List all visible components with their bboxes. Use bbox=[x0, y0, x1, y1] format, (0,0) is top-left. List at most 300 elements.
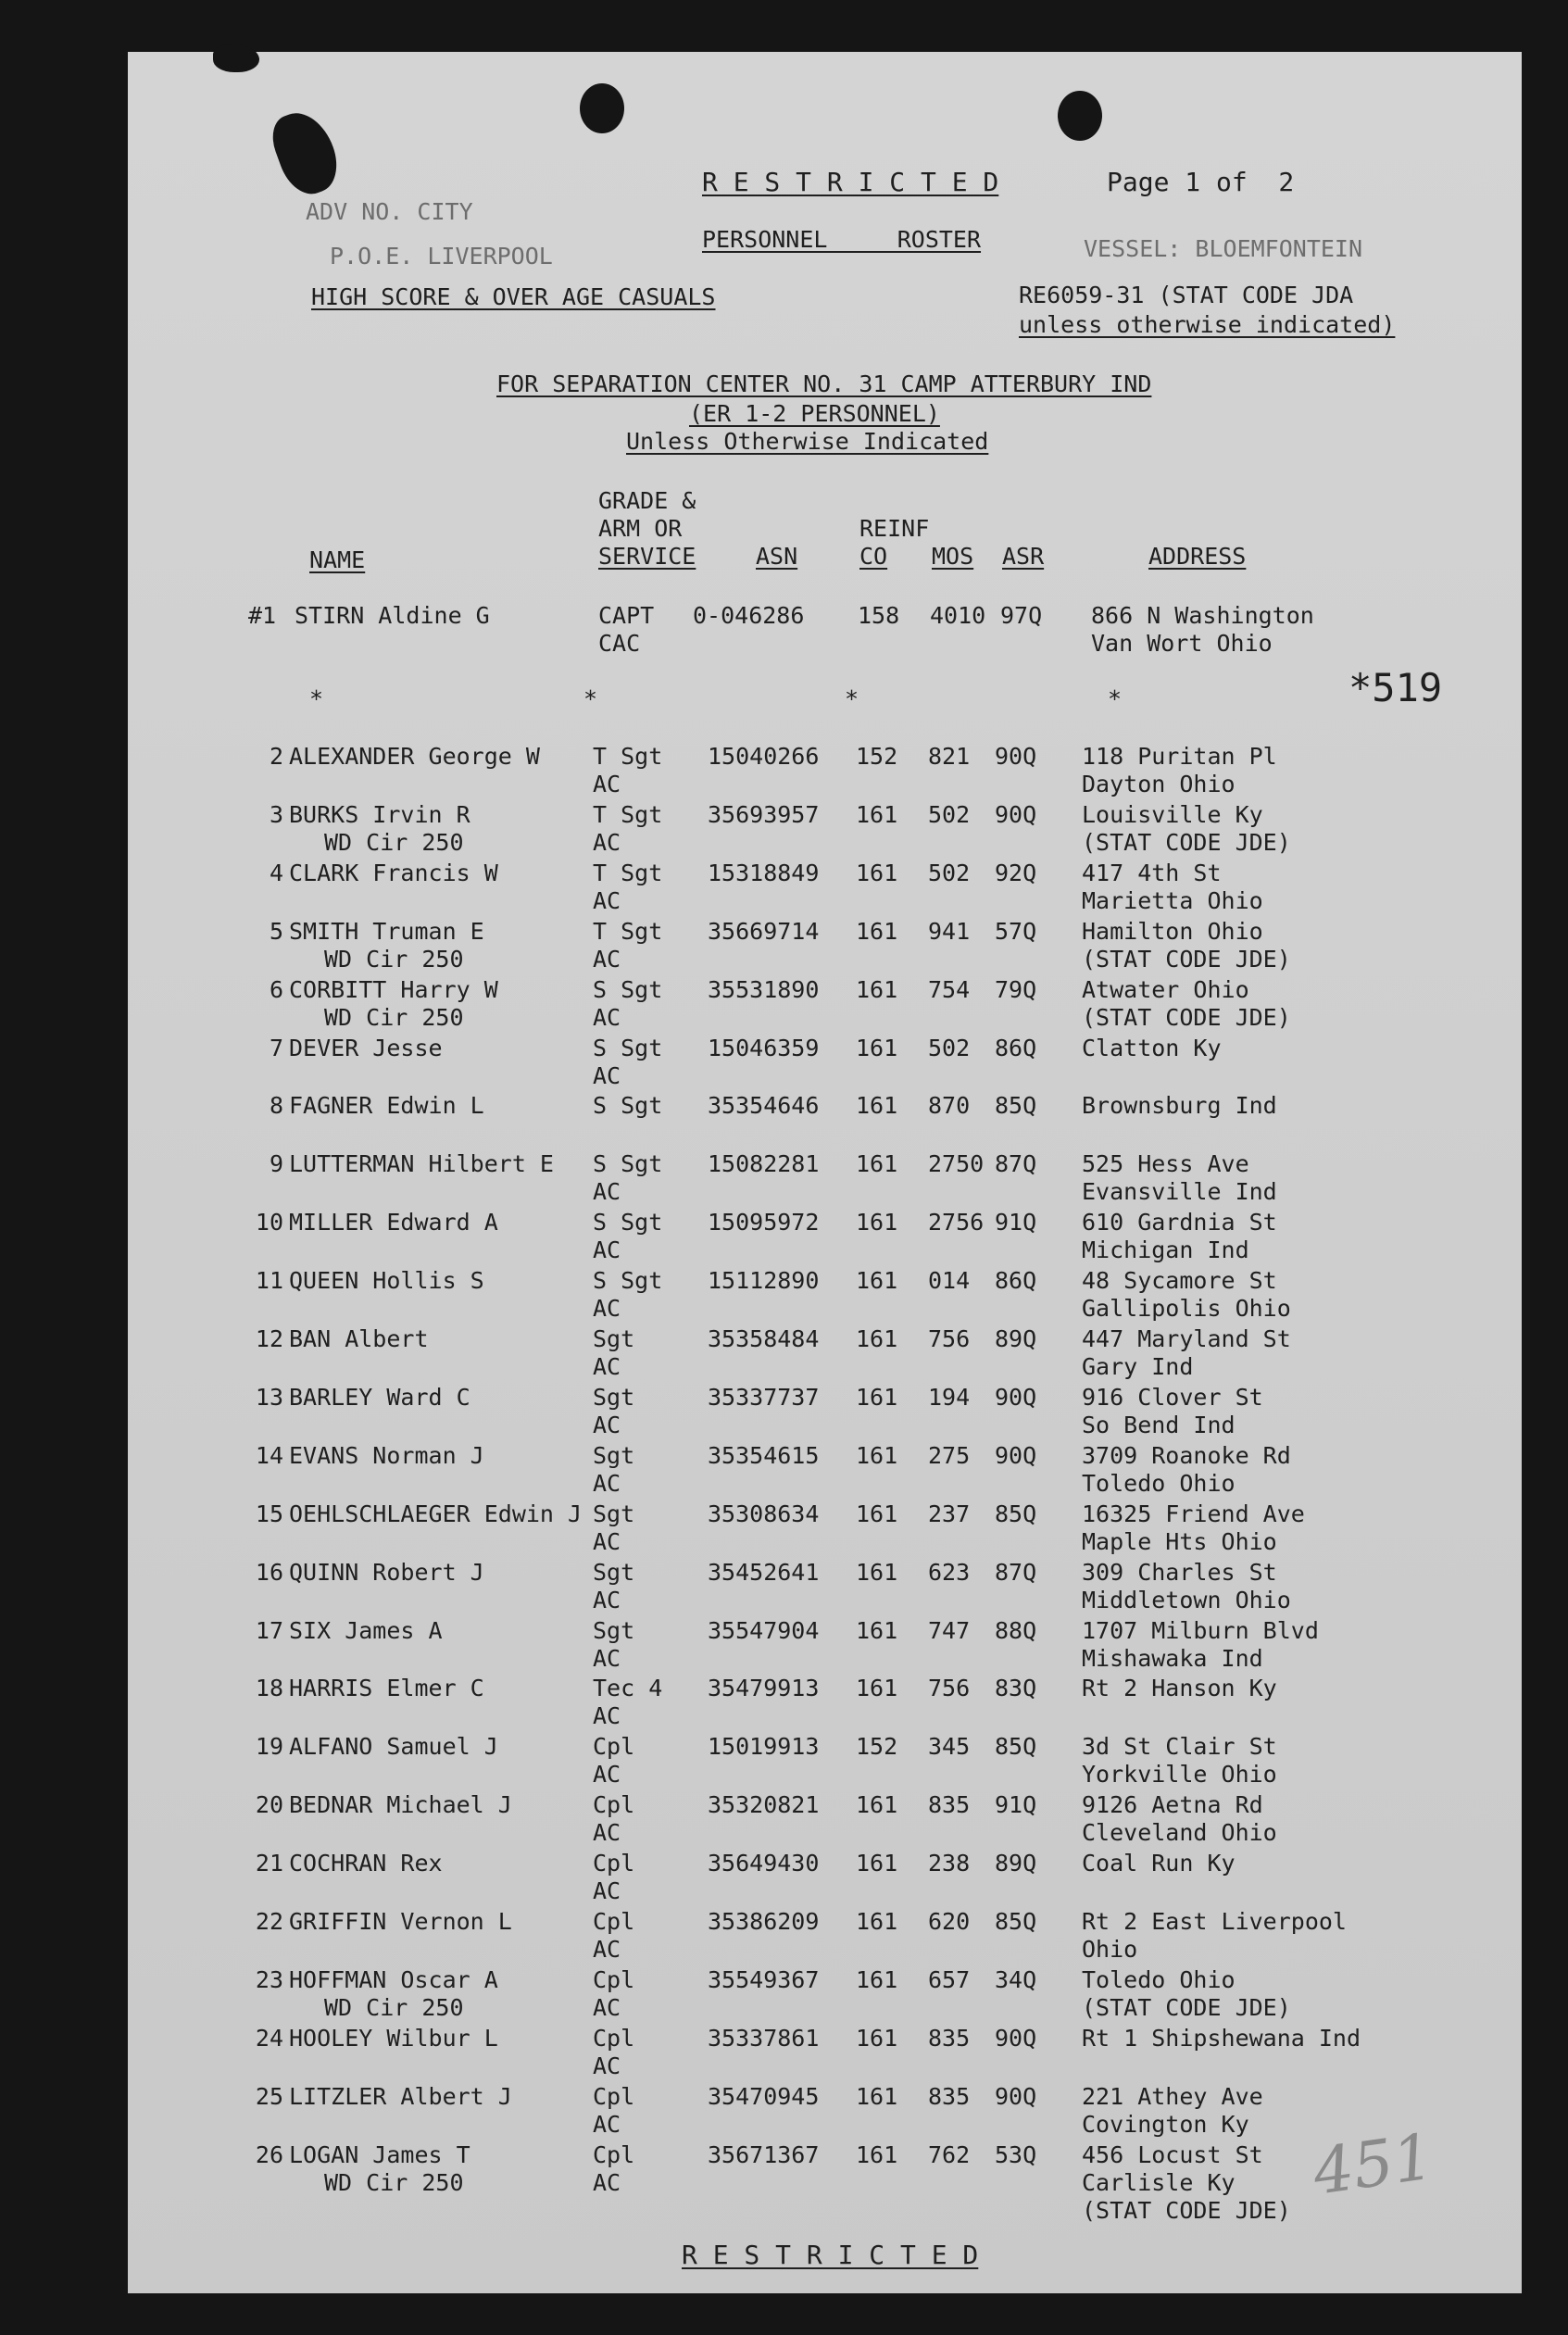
entry-arm: AC bbox=[593, 2052, 621, 2079]
entry-asr: 86Q bbox=[995, 1034, 1037, 1061]
roster-entry bbox=[0, 1850, 1568, 1909]
entry-co: 161 bbox=[856, 1209, 898, 1237]
col-grade-2: ARM OR bbox=[598, 515, 683, 542]
entry-co: 161 bbox=[856, 1150, 898, 1178]
entry-asr: 87Q bbox=[995, 1558, 1037, 1586]
roster-entry bbox=[0, 801, 1568, 860]
entry-address-2: (STAT CODE JDE) bbox=[1082, 1993, 1291, 2021]
entry-address-2: So Bend Ind bbox=[1082, 1411, 1236, 1438]
col-grade-3: SERVICE bbox=[598, 543, 696, 570]
stat-code-line-2: unless otherwise indicated) bbox=[1019, 311, 1396, 338]
entry-co: 161 bbox=[856, 1441, 898, 1469]
entry-asr: 34Q bbox=[995, 1965, 1037, 1993]
entry-name: LOGAN James T bbox=[289, 2140, 470, 2168]
entry-co: 161 bbox=[856, 1791, 898, 1819]
entry-address-1: 3709 Roanoke Rd bbox=[1082, 1441, 1291, 1469]
entry-address-2: Toledo Ohio bbox=[1082, 1469, 1236, 1497]
entry-asn: 35337861 bbox=[708, 2024, 820, 2052]
entry-co: 152 bbox=[856, 743, 898, 770]
entry-grade: S Sgt bbox=[593, 1209, 663, 1237]
entry-asr: 85Q bbox=[995, 1908, 1037, 1935]
entry-asn: 15112890 bbox=[708, 1267, 820, 1295]
margin-count: *519 bbox=[1348, 665, 1443, 710]
entry-number: 8 bbox=[269, 1092, 283, 1120]
entry-asr: 90Q bbox=[995, 1441, 1037, 1469]
entry-name: BARLEY Ward C bbox=[289, 1383, 470, 1411]
entry-asr: 91Q bbox=[995, 1791, 1037, 1819]
entry-asr: 88Q bbox=[995, 1616, 1037, 1644]
entry-number: 6 bbox=[269, 975, 283, 1003]
entry-mos: 2750 bbox=[928, 1150, 985, 1178]
entry-asn: 35671367 bbox=[708, 2140, 820, 2168]
entry-address-1: 525 Hess Ave bbox=[1082, 1150, 1249, 1178]
roster-entry bbox=[0, 1500, 1568, 1560]
entry-number: 4 bbox=[269, 859, 283, 886]
personnel-note: (ER 1-2 PERSONNEL) bbox=[689, 400, 940, 427]
entry-number: 10 bbox=[255, 1209, 283, 1237]
entry-grade: Cpl bbox=[593, 1908, 635, 1935]
entry-number: #1 bbox=[248, 602, 277, 629]
roster-entry bbox=[0, 1092, 1568, 1151]
entry-mos: 4010 bbox=[930, 602, 986, 629]
entry-note: WD Cir 250 bbox=[324, 945, 464, 973]
entry-address-2: Yorkville Ohio bbox=[1082, 1761, 1277, 1789]
entry-mos: 754 bbox=[928, 975, 971, 1003]
entry-asn: 35386209 bbox=[708, 1908, 820, 1935]
entry-name: SIX James A bbox=[289, 1616, 443, 1644]
entry-arm: AC bbox=[593, 1586, 621, 1613]
entry-arm: CAC bbox=[598, 630, 641, 657]
entry-asn: 35470945 bbox=[708, 2082, 820, 2110]
entry-name: QUEEN Hollis S bbox=[289, 1267, 484, 1295]
roster-entry bbox=[0, 1035, 1568, 1094]
entry-asn: 35479913 bbox=[708, 1675, 820, 1702]
entry-grade: Sgt bbox=[593, 1616, 635, 1644]
entry-mos: 502 bbox=[928, 859, 971, 886]
entry-asn: 35669714 bbox=[708, 917, 820, 945]
entry-asn: 35308634 bbox=[708, 1500, 820, 1527]
entry-address-1: 447 Maryland St bbox=[1082, 1325, 1291, 1352]
entry-mos: 237 bbox=[928, 1500, 971, 1527]
entry-number: 3 bbox=[269, 800, 283, 828]
entry-address-1: Hamilton Ohio bbox=[1082, 917, 1263, 945]
entry-address-2: Gallipolis Ohio bbox=[1082, 1295, 1291, 1323]
entry-address-1: 9126 Aetna Rd bbox=[1082, 1791, 1263, 1819]
roster-entry bbox=[0, 1733, 1568, 1792]
entry-number: 13 bbox=[255, 1383, 283, 1411]
entry-address-1: 309 Charles St bbox=[1082, 1558, 1277, 1586]
roster-entry bbox=[0, 918, 1568, 977]
entry-grade: S Sgt bbox=[593, 1150, 663, 1178]
entry-name: SMITH Truman E bbox=[289, 917, 484, 945]
entry-mos: 2756 bbox=[928, 1209, 985, 1237]
entry-number: 17 bbox=[255, 1616, 283, 1644]
entry-mos: 756 bbox=[928, 1675, 971, 1702]
roster-entry bbox=[0, 1908, 1568, 1967]
entry-grade: Cpl bbox=[593, 2082, 635, 2110]
entry-arm: AC bbox=[593, 1702, 621, 1730]
entry-mos: 620 bbox=[928, 1908, 971, 1935]
entry-arm: AC bbox=[593, 1527, 621, 1555]
entry-asr: 90Q bbox=[995, 800, 1037, 828]
entry-co: 161 bbox=[856, 1034, 898, 1061]
entry-grade: Cpl bbox=[593, 1850, 635, 1877]
entry-name: OEHLSCHLAEGER Edwin J bbox=[289, 1500, 583, 1527]
entry-arm: AC bbox=[593, 1411, 621, 1438]
entry-name: HARRIS Elmer C bbox=[289, 1675, 484, 1702]
entry-co: 161 bbox=[856, 1675, 898, 1702]
entry-name: BEDNAR Michael J bbox=[289, 1791, 512, 1819]
col-mos: MOS bbox=[932, 543, 974, 570]
entry-name: QUINN Robert J bbox=[289, 1558, 484, 1586]
entry-co: 161 bbox=[856, 1558, 898, 1586]
entry-co: 161 bbox=[856, 1616, 898, 1644]
entry-address-1: Rt 2 East Liverpool bbox=[1082, 1908, 1347, 1935]
entry-asn: 35531890 bbox=[708, 975, 820, 1003]
entry-asn: 15046359 bbox=[708, 1034, 820, 1061]
entry-address-1: 610 Gardnia St bbox=[1082, 1209, 1277, 1237]
entry-asr: 90Q bbox=[995, 743, 1037, 770]
entry-address-2: Maple Hts Ohio bbox=[1082, 1527, 1277, 1555]
entry-address-2: (STAT CODE JDE) bbox=[1082, 1003, 1291, 1031]
entry-number: 2 bbox=[269, 743, 283, 770]
entry-name: ALEXANDER George W bbox=[289, 743, 540, 770]
entry-number: 18 bbox=[255, 1675, 283, 1702]
entry-name: CORBITT Harry W bbox=[289, 975, 498, 1003]
entry-asr: 86Q bbox=[995, 1267, 1037, 1295]
entry-grade: T Sgt bbox=[593, 859, 663, 886]
entry-number: 22 bbox=[255, 1908, 283, 1935]
group-title: HIGH SCORE & OVER AGE CASUALS bbox=[311, 283, 716, 310]
entry-name: FAGNER Edwin L bbox=[289, 1092, 484, 1120]
entry-co: 161 bbox=[856, 917, 898, 945]
entry-asn: 35320821 bbox=[708, 1791, 820, 1819]
roster-entry bbox=[0, 976, 1568, 1036]
entry-address-1: 417 4th St bbox=[1082, 859, 1222, 886]
entry-asn: 35649430 bbox=[708, 1850, 820, 1877]
entry-mos: 835 bbox=[928, 2024, 971, 2052]
roster-entry bbox=[0, 1150, 1568, 1210]
entry-address-2: Cleveland Ohio bbox=[1082, 1819, 1277, 1847]
entry-note: WD Cir 250 bbox=[324, 828, 464, 856]
entry-address-2: Mishawaka Ind bbox=[1082, 1644, 1263, 1672]
entry-arm: AC bbox=[593, 1237, 621, 1264]
entry-name: MILLER Edward A bbox=[289, 1209, 498, 1237]
entry-address-1: 48 Sycamore St bbox=[1082, 1267, 1277, 1295]
entry-mos: 275 bbox=[928, 1441, 971, 1469]
entry-name: BAN Albert bbox=[289, 1325, 429, 1352]
roster-entry bbox=[0, 1384, 1568, 1443]
entry-note: WD Cir 250 bbox=[324, 2168, 464, 2196]
entry-mos: 345 bbox=[928, 1733, 971, 1761]
entry-address-1: Atwater Ohio bbox=[1082, 975, 1249, 1003]
entry-grade: S Sgt bbox=[593, 975, 663, 1003]
entry-address-2: Covington Ky bbox=[1082, 2110, 1249, 2138]
restricted-top: R E S T R I C T E D bbox=[702, 167, 999, 197]
entry-asn: 15082281 bbox=[708, 1150, 820, 1178]
entry-mos: 941 bbox=[928, 917, 971, 945]
entry-co: 152 bbox=[856, 1733, 898, 1761]
entry-asn: 35354615 bbox=[708, 1441, 820, 1469]
entry-asn: 35549367 bbox=[708, 1965, 820, 1993]
entry-co: 158 bbox=[858, 602, 900, 629]
entry-address-1: 1707 Milburn Blvd bbox=[1082, 1616, 1319, 1644]
entry-asn: 35358484 bbox=[708, 1325, 820, 1352]
entry-address-2: Evansville Ind bbox=[1082, 1178, 1277, 1206]
entry-co: 161 bbox=[856, 2140, 898, 2168]
entry-asn: 15019913 bbox=[708, 1733, 820, 1761]
entry-arm: AC bbox=[593, 828, 621, 856]
entry-grade: T Sgt bbox=[593, 743, 663, 770]
entry-co: 161 bbox=[856, 1325, 898, 1352]
star-mark-co: * bbox=[845, 685, 859, 712]
entry-mos: 657 bbox=[928, 1965, 971, 1993]
entry-grade: Sgt bbox=[593, 1325, 635, 1352]
roster-entry bbox=[0, 860, 1568, 919]
entry-number: 23 bbox=[255, 1965, 283, 1993]
entry-asr: 79Q bbox=[995, 975, 1037, 1003]
entry-number: 5 bbox=[269, 917, 283, 945]
entry-co: 161 bbox=[856, 1908, 898, 1935]
entry-address-1: Louisville Ky bbox=[1082, 800, 1263, 828]
entry-asr: 89Q bbox=[995, 1325, 1037, 1352]
entry-arm: AC bbox=[593, 1061, 621, 1089]
roster-entry bbox=[0, 1209, 1568, 1268]
entry-arm: AC bbox=[593, 945, 621, 973]
entry-address-2: Gary Ind bbox=[1082, 1353, 1194, 1380]
entry-arm: AC bbox=[593, 1295, 621, 1323]
roster-entry bbox=[0, 1442, 1568, 1501]
entry-grade: Cpl bbox=[593, 2140, 635, 2168]
star-mark-address: * bbox=[1108, 685, 1123, 712]
punch-hole-left bbox=[580, 83, 624, 133]
entry-mos: 747 bbox=[928, 1616, 971, 1644]
entry-mos: 238 bbox=[928, 1850, 971, 1877]
separation-center: FOR SEPARATION CENTER NO. 31 CAMP ATTERBURY IND bbox=[496, 370, 1152, 397]
entry-mos: 835 bbox=[928, 1791, 971, 1819]
entry-name: EVANS Norman J bbox=[289, 1441, 484, 1469]
entry-arm: AC bbox=[593, 1469, 621, 1497]
entry-grade: Tec 4 bbox=[593, 1675, 663, 1702]
entry-asr: 90Q bbox=[995, 2024, 1037, 2052]
star-mark-grade: * bbox=[583, 685, 598, 712]
entry-asr: 97Q bbox=[1000, 602, 1043, 629]
entry-mos: 835 bbox=[928, 2082, 971, 2110]
left-header-line-2: P.O.E. LIVERPOOL bbox=[330, 243, 553, 270]
entry-mos: 014 bbox=[928, 1267, 971, 1295]
entry-number: 16 bbox=[255, 1558, 283, 1586]
roster-entry bbox=[0, 1267, 1568, 1326]
entry-asr: 57Q bbox=[995, 917, 1037, 945]
col-co: CO bbox=[859, 543, 888, 570]
restricted-bottom: R E S T R I C T E D bbox=[682, 2240, 979, 2270]
entry-name: HOOLEY Wilbur L bbox=[289, 2024, 498, 2052]
entry-co: 161 bbox=[856, 1965, 898, 1993]
entry-grade: T Sgt bbox=[593, 917, 663, 945]
col-name: NAME bbox=[309, 546, 366, 573]
entry-address-2: Marietta Ohio bbox=[1082, 886, 1263, 914]
entry-address-1: Brownsburg Ind bbox=[1082, 1092, 1277, 1120]
roster-entry bbox=[0, 743, 1568, 802]
star-mark-name: * bbox=[309, 685, 324, 712]
entry-name: STIRN Aldine G bbox=[295, 602, 490, 629]
entry-arm: AC bbox=[593, 1178, 621, 1206]
unless-note: Unless Otherwise Indicated bbox=[626, 428, 989, 455]
entry-asr: 89Q bbox=[995, 1850, 1037, 1877]
entry-grade: Cpl bbox=[593, 1733, 635, 1761]
page-number: Page 1 of 2 bbox=[1107, 167, 1295, 197]
entry-asn: 35693957 bbox=[708, 800, 820, 828]
entry-name: LITZLER Albert J bbox=[289, 2082, 512, 2110]
entry-asr: 85Q bbox=[995, 1733, 1037, 1761]
col-reinf: REINF bbox=[859, 515, 930, 542]
entry-number: 24 bbox=[255, 2024, 283, 2052]
entry-asr: 91Q bbox=[995, 1209, 1037, 1237]
entry-address-1: Rt 1 Shipshewana Ind bbox=[1082, 2024, 1361, 2052]
entry-arm: AC bbox=[593, 1644, 621, 1672]
entry-arm: AC bbox=[593, 886, 621, 914]
entry-grade: Cpl bbox=[593, 1791, 635, 1819]
entry-address-1: Rt 2 Hanson Ky bbox=[1082, 1675, 1277, 1702]
entry-number: 26 bbox=[255, 2140, 283, 2168]
entry-mos: 762 bbox=[928, 2140, 971, 2168]
entry-address-2: (STAT CODE JDE) bbox=[1082, 828, 1291, 856]
entry-number: 7 bbox=[269, 1034, 283, 1061]
entry-co: 161 bbox=[856, 1092, 898, 1120]
entry-asr: 90Q bbox=[995, 2082, 1037, 2110]
entry-co: 161 bbox=[856, 1850, 898, 1877]
entry-asn: 35337737 bbox=[708, 1383, 820, 1411]
entry-grade: Sgt bbox=[593, 1558, 635, 1586]
entry-address-3: (STAT CODE JDE) bbox=[1082, 2196, 1291, 2224]
entry-co: 161 bbox=[856, 859, 898, 886]
entry-arm: AC bbox=[593, 1936, 621, 1963]
vessel-name: VESSEL: BLOEMFONTEIN bbox=[1084, 235, 1363, 262]
entry-asn: 0-046286 bbox=[693, 602, 805, 629]
entry-address-2: Michigan Ind bbox=[1082, 1237, 1249, 1264]
entry-asr: 87Q bbox=[995, 1150, 1037, 1178]
entry-address-1: Clatton Ky bbox=[1082, 1034, 1222, 1061]
entry-address-1: 221 Athey Ave bbox=[1082, 2082, 1263, 2110]
entry-name: BURKS Irvin R bbox=[289, 800, 470, 828]
roster-entry bbox=[0, 1675, 1568, 1734]
entry-address-1: Toledo Ohio bbox=[1082, 1965, 1236, 1993]
entry-asr: 85Q bbox=[995, 1500, 1037, 1527]
col-asn: ASN bbox=[756, 543, 798, 570]
entry-co: 161 bbox=[856, 2024, 898, 2052]
roster-entry bbox=[0, 1559, 1568, 1618]
entry-name: HOFFMAN Oscar A bbox=[289, 1965, 498, 1993]
punch-hole-right bbox=[1058, 91, 1102, 141]
entry-asr: 53Q bbox=[995, 2140, 1037, 2168]
entry-co: 161 bbox=[856, 1383, 898, 1411]
col-asr: ASR bbox=[1002, 543, 1045, 570]
entry-name: COCHRAN Rex bbox=[289, 1850, 443, 1877]
entry-mos: 821 bbox=[928, 743, 971, 770]
entry-number: 20 bbox=[255, 1791, 283, 1819]
entry-arm: AC bbox=[593, 1819, 621, 1847]
entry-arm: AC bbox=[593, 1003, 621, 1031]
entry-mos: 502 bbox=[928, 1034, 971, 1061]
roster-entry bbox=[0, 2025, 1568, 2084]
entry-grade: S Sgt bbox=[593, 1267, 663, 1295]
entry-mos: 756 bbox=[928, 1325, 971, 1352]
entry-arm: AC bbox=[593, 2168, 621, 2196]
entry-arm: AC bbox=[593, 771, 621, 797]
entry-number: 15 bbox=[255, 1500, 283, 1527]
entry-number: 25 bbox=[255, 2082, 283, 2110]
entry-address-2: (STAT CODE JDE) bbox=[1082, 945, 1291, 973]
entry-asr: 85Q bbox=[995, 1092, 1037, 1120]
entry-asn: 15318849 bbox=[708, 859, 820, 886]
entry-name: CLARK Francis W bbox=[289, 859, 498, 886]
entry-grade: T Sgt bbox=[593, 800, 663, 828]
roster-entry bbox=[0, 1325, 1568, 1385]
entry-co: 161 bbox=[856, 1267, 898, 1295]
entry-asr: 90Q bbox=[995, 1383, 1037, 1411]
entry-address-1: 16325 Friend Ave bbox=[1082, 1500, 1305, 1527]
entry-mos: 623 bbox=[928, 1558, 971, 1586]
entry-asn: 15095972 bbox=[708, 1209, 820, 1237]
col-grade-1: GRADE & bbox=[598, 487, 696, 514]
entry-grade: Cpl bbox=[593, 1965, 635, 1993]
entry-arm: AC bbox=[593, 1877, 621, 1905]
entry-name: LUTTERMAN Hilbert E bbox=[289, 1150, 554, 1178]
torn-edge-top bbox=[213, 44, 259, 72]
entry-name: GRIFFIN Vernon L bbox=[289, 1908, 512, 1935]
entry-name: ALFANO Samuel J bbox=[289, 1733, 498, 1761]
roster-entry bbox=[0, 1966, 1568, 2026]
entry-grade: Sgt bbox=[593, 1500, 635, 1527]
entry-arm: AC bbox=[593, 2110, 621, 2138]
entry-asn: 15040266 bbox=[708, 743, 820, 770]
entry-address-2: Carlisle Ky bbox=[1082, 2168, 1236, 2196]
entry-asn: 35354646 bbox=[708, 1092, 820, 1120]
entry-number: 11 bbox=[255, 1267, 283, 1295]
entry-asn: 35547904 bbox=[708, 1616, 820, 1644]
entry-address-1: Coal Run Ky bbox=[1082, 1850, 1236, 1877]
entry-note: WD Cir 250 bbox=[324, 1003, 464, 1031]
handwritten-count: 451 bbox=[1309, 2120, 1438, 2210]
entry-grade: Cpl bbox=[593, 2024, 635, 2052]
left-header-line-1: ADV NO. CITY bbox=[306, 198, 473, 225]
entry-arm: AC bbox=[593, 1761, 621, 1789]
entry-address-2: Ohio bbox=[1082, 1936, 1138, 1963]
entry-arm: AC bbox=[593, 1353, 621, 1380]
entry-arm: AC bbox=[593, 1993, 621, 2021]
entry-address-1: 456 Locust St bbox=[1082, 2140, 1263, 2168]
entry-address-1: 916 Clover St bbox=[1082, 1383, 1263, 1411]
entry-grade: S Sgt bbox=[593, 1034, 663, 1061]
entry-mos: 502 bbox=[928, 800, 971, 828]
col-address: ADDRESS bbox=[1148, 543, 1247, 570]
entry-address-1: 3d St Clair St bbox=[1082, 1733, 1277, 1761]
entry-asr: 83Q bbox=[995, 1675, 1037, 1702]
entry-address-1: 118 Puritan Pl bbox=[1082, 743, 1277, 770]
roster-entry bbox=[0, 1791, 1568, 1851]
entry-grade: CAPT bbox=[598, 602, 655, 629]
entry-grade: S Sgt bbox=[593, 1092, 663, 1120]
entry-grade: Sgt bbox=[593, 1441, 635, 1469]
entry-asn: 35452641 bbox=[708, 1558, 820, 1586]
entry-address-2: Van Wort Ohio bbox=[1091, 630, 1273, 657]
entry-co: 161 bbox=[856, 1500, 898, 1527]
entry-co: 161 bbox=[856, 2082, 898, 2110]
entry-co: 161 bbox=[856, 800, 898, 828]
entry-number: 12 bbox=[255, 1325, 283, 1352]
entry-address-2: Middletown Ohio bbox=[1082, 1586, 1291, 1613]
entry-co: 161 bbox=[856, 975, 898, 1003]
